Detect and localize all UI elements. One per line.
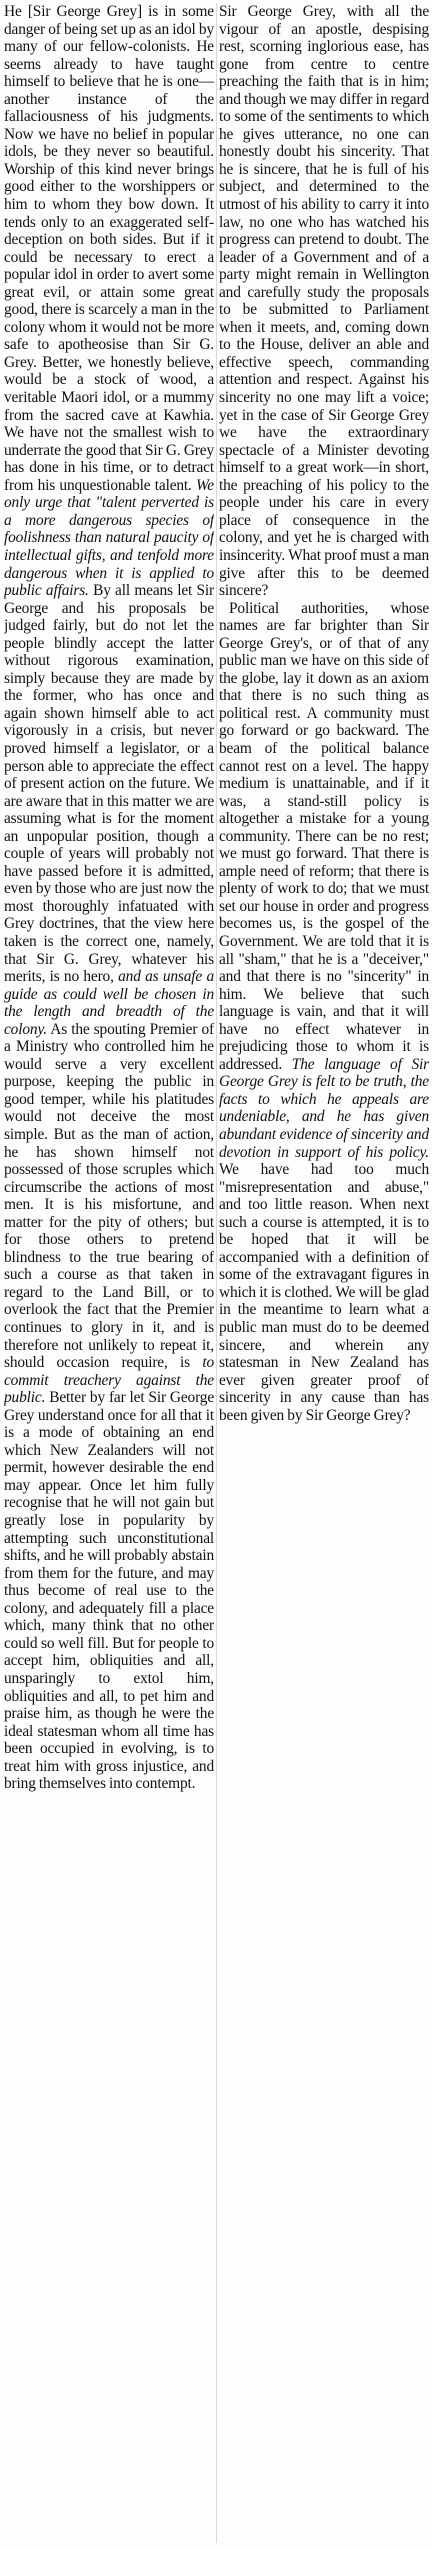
text-segment: Political authorities, whose names are far brighter than Sir George Grey's, or of that of any public man we have on this side of the globe, lay it down as an axiom that there is no such thing as political rest. A community must go forward or go backward. The beam of the political balance cannot rest on a level. The happy medium is unattainable, and if it was, a stand-still policy is altogether a mistake for a young community. There can be no rest; we must go forward. That there is ample need of reform; that there is plenty of work to do; that we must set our house in order and progress becomes us, is the gospel of the Government. We are told that it is all "sham," that he is a "deceiver," and that there is no "sincerity" in him. We believe that such language is vain, and that it will have no effect whatever in prejudicing those to whom it is addressed.	[219, 599, 429, 1073]
text-segment: We have had too much "misrepresentation and abuse," and too little reason. When next such a course is attempted, it is to be hoped that it will be accompanied with a definition of some of the extravagant figures in which it is clothed. We will be glad in the meantime to learn what a public man must do to be deemed sincere, and wherein any statesman in New Zealand has ever given greater proof of sincerity in any cause than has been given by Sir George Grey?	[219, 1161, 429, 1424]
article-paragraph	[219, 3, 429, 600]
italic-text-segment: The language of Sir George Grey is felt to be truth, the facts to which he appeals are undeniable, and he has given abundant evidence of sincerity and devotion in support of his policy.	[219, 1055, 429, 1161]
text-segment: Sir George Grey, with all the vigour of an apostle, despising rest, scorning inglorious ease, has gone from centre to centre preaching the faith that is in him; and though we may differ in regard to some of the sentiments to which he gives utterance, no one can honestly doubt his sincerity. That he is sincere, that he is full of his subject, and determined to the utmost of his ability to carry it into law, no one who has watched his progress can pretend to doubt. The leader of a Government and of a party might remain in Wellington and carefully study the proposals to be submitted to Parliament when it meets, and, coming down to the House, deliver an able and effective speech, commanding attention and respect. Against his sincerity no one may lift a voice; yet in the case of Sir George Grey we have the extraordinary spectacle of a Minister devoting himself to a great work—in short, the preaching of his policy to the people under his care in every place of consequence in the colony, and yet he is charged with insincerity. What proof must a man give after this to be deemed sincere?	[219, 3, 429, 600]
text-segment: By all means let Sir George and his proposals be judged fairly, but do not let the people blindly accept the latter without rigorous examination, simply because they are made by the former, who has once and again shown himself able to act vigorously in a crisis, but never proved himself a legislator, or a person able to appreciate the effect of present action on the future. We are aware that in this matter we are assuming what is for the moment an unpopular position, though a couple of years will probably not have passed before it is admitted, even by those who are just now the most thoroughly infatuated with Grey doctrines, that the view here taken is the correct one, namely, that Sir G. Grey, whatever his merits, is no hero,	[4, 582, 214, 986]
text-segment: He [Sir George Grey] is in some danger of being set up as an idol by many of our fellow-colonists. He seems already to have taught himself to believe that he is one—another instance of the fallaciousness of his judgments. Now we have no belief in popular idols, be they never so beautiful. Worship of this kind never brings good either to the worshippers or him to whom they bow down. It tends only to an exaggerated self-deception on both sides. But if it could be necessary to erect a popular idol in order to avert some great evil, or attain some great good, there is scarcely a man in the colony whom it would not be more safe to apotheosise than Sir G. Grey. Better, we honestly believe, would be a stock of wood, a veritable Maori idol, or a mummy from the sacred cave at Kawhia. We have not the smallest wish to underrate the good that Sir G. Grey has done in his time, or to detract from his unquestionable talent.	[4, 3, 214, 494]
article-paragraph	[4, 3, 214, 1793]
italic-text-segment: and as unsafe a guide as could well be chosen in the length and breadth of the colony.	[4, 968, 214, 1038]
italic-text-segment: to commit treachery against the public.	[4, 1354, 214, 1407]
left-column	[4, 3, 214, 2543]
article-paragraph	[219, 600, 429, 1425]
text-segment: Better by far let Sir George Grey understand once for all that it is a mode of obtaining an end which New Zealanders will not permit, however desirable the end may appear. Once let him fully recognise that he will not gain but greatly lose in popularity by attempting such unconstitutional shifts, and he will probably abstain from them for the future, and may thus become of real use to the colony, and adequately fill a place which, many think that no other could so well fill. But for people to accept him, obliquities and all, unsparingly to extol him, obliquities and all, to pet him and praise him, as though he were the ideal statesman whom all time has been occupied in evolving, is to treat him with gross injustice, and bring themselves into contempt.	[4, 1389, 214, 1793]
article-columns	[4, 3, 429, 2543]
text-segment: As the spouting Premier of a Ministry who controlled him he would serve a very excellent purpose, keeping the public in good temper, while his platitudes would not deceive the most simple. But as the man of action, he has shown himself not possessed of those scruples which circumscribe the actions of most men. It is his misfortune, and matter for the pity of others; but for those others to pretend blindness to the true bearing of such a course as that taken in regard to the Land Bill, or to overlook the fact that the Premier continues to glory in it, and is therefore not unlikely to repeat it, should occasion require, is	[4, 1020, 214, 1372]
italic-text-segment: We only urge that "talent perverted is a more dangerous species of foolishness than natural paucity of intellectual gifts, and tenfold more dangerous when it is applied to public affairs.	[4, 476, 214, 600]
right-column	[219, 3, 429, 2543]
column-divider	[216, 3, 217, 2543]
